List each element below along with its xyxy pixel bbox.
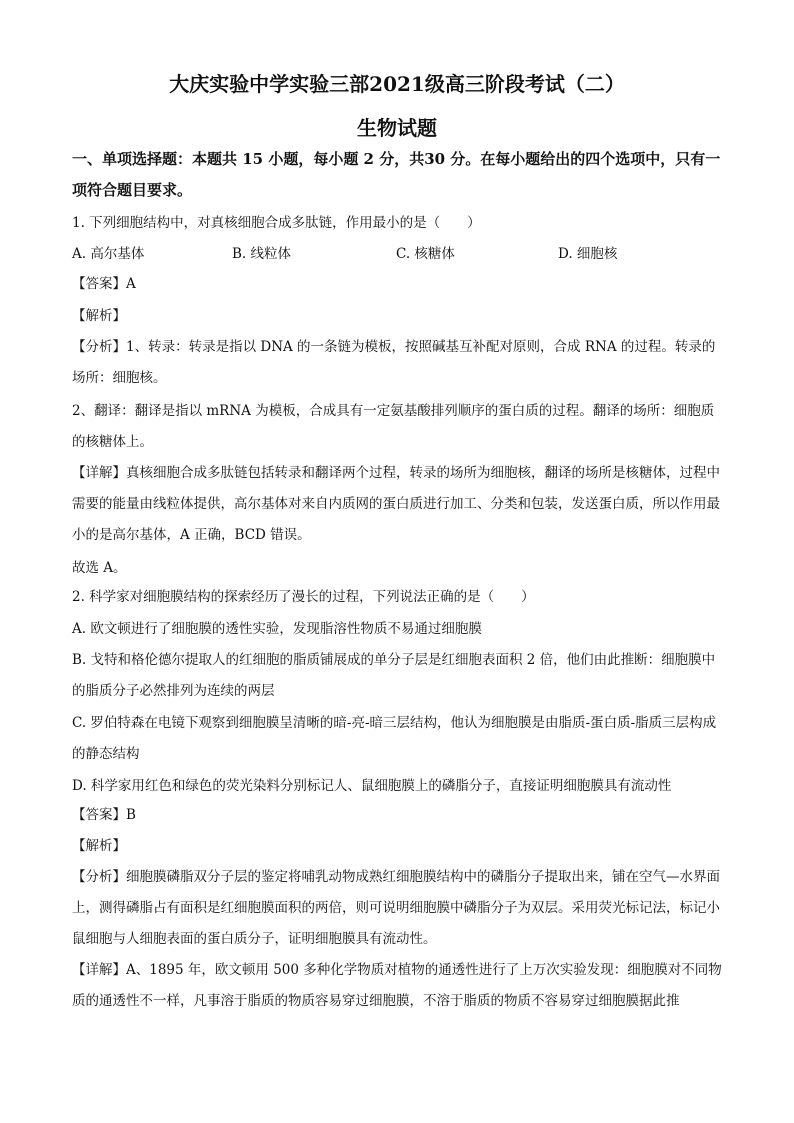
question-1-fenxi-1: 【分析】1、转录：转录是指以 DNA 的一条链为模板，按照碱基互补配对原则，合成 RNA 的过程。转录的场所：细胞核。	[72, 339, 716, 386]
option-c: C. 核糖体	[396, 246, 455, 262]
question-1-stem: 1. 下列细胞结构中，对真核细胞合成多肽链，作用最小的是（ ）	[72, 215, 481, 231]
question-2-detail: 【详解】A、1895 年，欧文顿用 500 多种化学物质对植物的通透性进行了上万次实验发现：细胞膜对不同物质的通透性不一样，凡事溶于脂质的物质容易穿过细胞膜，不溶于脂质的物质不容易穿过细胞膜据此推	[72, 962, 722, 1009]
exam-title: 大庆实验中学实验三部2021级高三阶段考试（二）	[169, 72, 625, 96]
question-2-fenxi: 【分析】细胞膜磷脂双分子层的鉴定将哺乳动物成熟红细胞膜结构中的磷脂分子提取出来，铺在空气—水界面上，测得磷脂占有面积是红细胞膜面积的两倍，则可说明细胞膜中磷脂分子为双层。采用荧光标记法，标记小鼠细胞与人细胞表面的蛋白质分子，证明细胞膜具有流动性。	[72, 869, 720, 947]
question-2-option-b: B. 戈特和格伦德尔提取人的红细胞的脂质铺展成的单分子层是红细胞表面积 2 倍，他们由此推断：细胞膜中的脂质分子必然排列为连续的两层	[72, 652, 716, 699]
question-2-option-a: A. 欧文顿进行了细胞膜的透性实验，发现脂溶性物质不易通过细胞膜	[72, 621, 482, 637]
question-2-stem: 2. 科学家对细胞膜结构的探索经历了漫长的过程，下列说法正确的是（ ）	[72, 589, 535, 605]
question-1-answer: 【答案】A	[72, 276, 136, 292]
question-1-detail: 【详解】真核细胞合成多肽链包括转录和翻译两个过程，转录的场所为细胞核，翻译的场所是核糖体，过程中需要的能量由线粒体提供，高尔基体对来自内质网的蛋白质进行加工、分类和包装，发送蛋白质，所以作用最小的是高尔基体，A 正确，BCD 错误。	[72, 465, 720, 543]
option-b: B. 线粒体	[232, 246, 292, 262]
exam-subtitle: 生物试题	[357, 116, 437, 140]
question-1-conclusion: 故选 A。	[72, 560, 127, 576]
question-2-answer: 【答案】B	[72, 807, 136, 823]
option-d: D. 细胞核	[558, 246, 618, 262]
question-2-option-c: C. 罗伯特森在电镜下观察到细胞膜呈清晰的暗-亮-暗三层结构，他认为细胞膜是由脂质-蛋白质-脂质三层构成的静态结构	[72, 715, 717, 762]
option-a: A. 高尔基体	[72, 246, 145, 262]
question-1-analysis-label: 【解析】	[72, 308, 126, 324]
question-2-analysis-label: 【解析】	[72, 838, 126, 854]
section-heading: 一、单项选择题：本题共 15 小题，每小题 2 分，共30 分。在每小题给出的四个选项中，只有一项符合题目要求。	[72, 150, 721, 199]
question-2-option-d: D. 科学家用红色和绿色的荧光染料分别标记人、鼠细胞膜上的磷脂分子，直接证明细胞膜具有流动性	[72, 778, 672, 794]
question-1-fenxi-2: 2、翻译：翻译是指以 mRNA 为模板，合成具有一定氨基酸排列顺序的蛋白质的过程。翻译的场所：细胞质的核糖体上。	[72, 403, 715, 450]
